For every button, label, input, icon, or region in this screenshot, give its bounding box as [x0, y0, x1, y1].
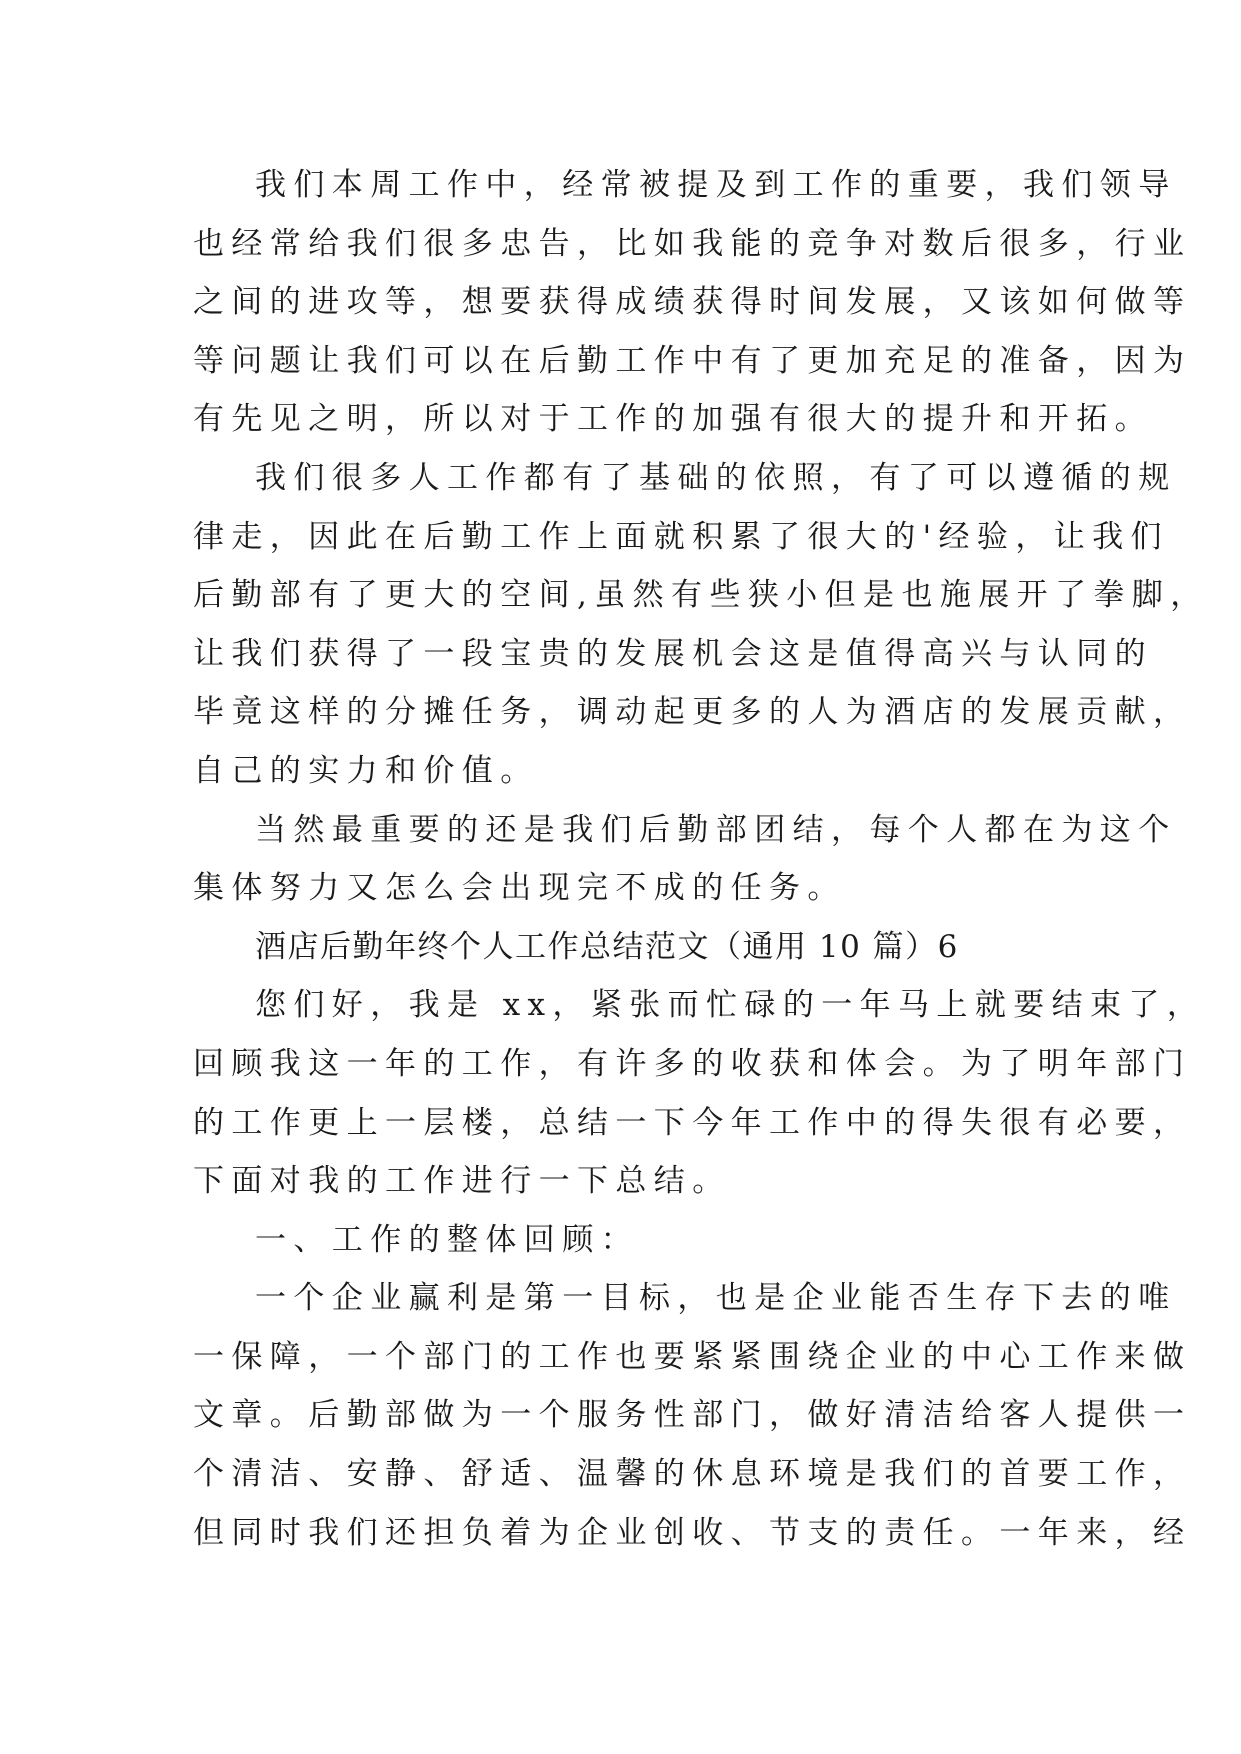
paragraph-line: 之间的进攻等，想要获得成绩获得时间发展，又该如何做等: [193, 284, 1192, 321]
paragraph-line: 当然最重要的还是我们后勤部团结，每个人都在为这个: [255, 811, 1177, 848]
paragraph-line: 文章。后勤部做为一个服务性部门，做好清洁给客人提供一: [193, 1397, 1192, 1434]
paragraph-line: 我们很多人工作都有了基础的依照，有了可以遵循的规: [255, 459, 1177, 496]
paragraph-line: 也经常给我们很多忠告，比如我能的竞争对数后很多，行业: [193, 225, 1192, 262]
paragraph-line: 您们好，我是 xx，紧张而忙碌的一年马上就要结束了，: [255, 987, 1206, 1024]
paragraph-line: 集体努力又怎么会出现完不成的任务。: [193, 870, 846, 907]
paragraph-line: 下面对我的工作进行一下总结。: [193, 1163, 731, 1200]
paragraph-line: 但同时我们还担负着为企业创收、节支的责任。一年来，经: [193, 1514, 1192, 1551]
section-title: 酒店后勤年终个人工作总结范文（通用 10 篇）6: [255, 928, 959, 965]
paragraph-line: 有先见之明，所以对于工作的加强有很大的提升和开拓。: [193, 401, 1153, 438]
section-heading: 一、工作的整体回顾：: [255, 1221, 639, 1258]
paragraph-line: 自己的实力和价值。: [193, 752, 539, 789]
paragraph-line: 等问题让我们可以在后勤工作中有了更加充足的准备，因为: [193, 342, 1192, 379]
paragraph-line: 让我们获得了一段宝贵的发展机会这是值得高兴与认同的: [193, 635, 1153, 672]
paragraph-line: 个清洁、安静、舒适、温馨的休息环境是我们的首要工作，: [193, 1456, 1192, 1493]
paragraph-line: 一保障，一个部门的工作也要紧紧围绕企业的中心工作来做: [193, 1338, 1192, 1375]
paragraph-line: 回顾我这一年的工作，有许多的收获和体会。为了明年部门: [193, 1045, 1192, 1082]
document-body: [193, 156, 1209, 1562]
paragraph-line: 毕竟这样的分摊任务，调动起更多的人为酒店的发展贡献，: [193, 694, 1192, 731]
paragraph-line: 律走，因此在后勤工作上面就积累了很大的'经验，让我们: [193, 518, 1169, 555]
paragraph-line: 后勤部有了更大的空间,虽然有些狭小但是也施展开了拳脚，: [193, 577, 1209, 614]
paragraph-line: 一个企业赢利是第一目标，也是企业能否生存下去的唯: [255, 1280, 1177, 1317]
paragraph-line: 的工作更上一层楼，总结一下今年工作中的得失很有必要，: [193, 1104, 1192, 1141]
paragraph-line: 我们本周工作中，经常被提及到工作的重要，我们领导: [255, 167, 1177, 203]
